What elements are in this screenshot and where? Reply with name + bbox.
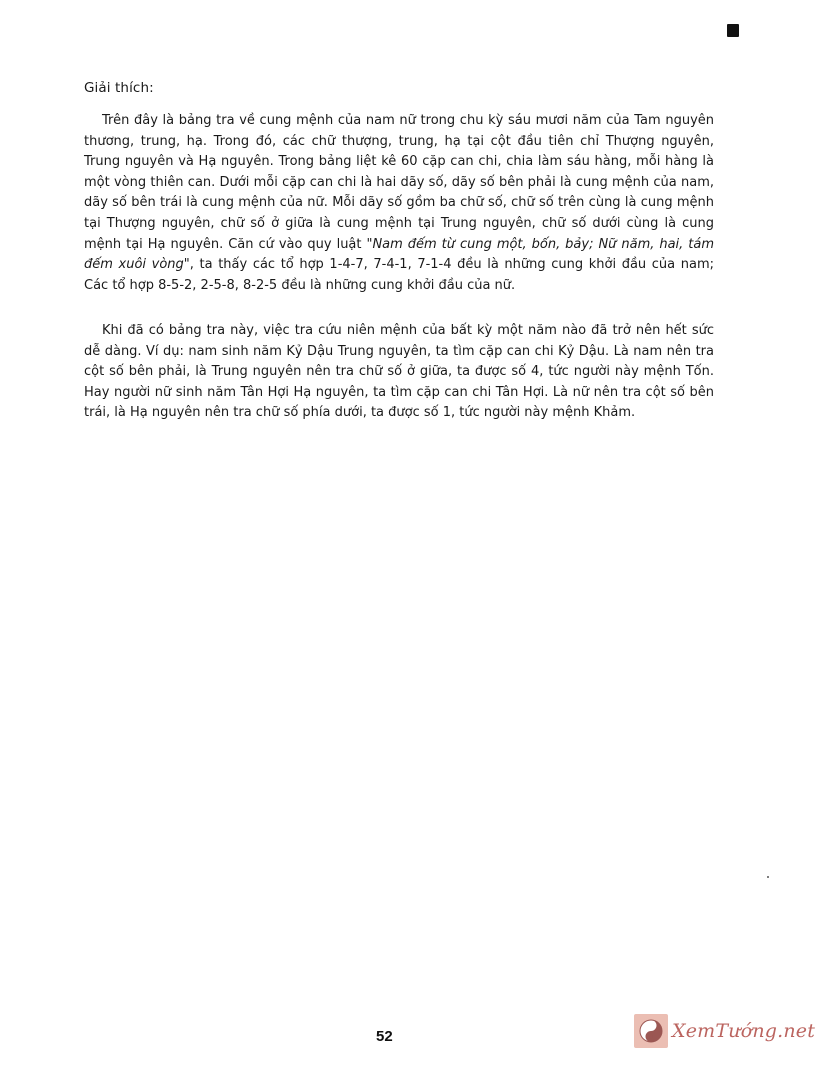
paragraph-text-start: Trên đây là bảng tra về cung mệnh của nam nữ trong chu kỳ sáu mươi năm của Tam nguyên thương, trung, hạ. Trong đó, các chữ thượng, trung, hạ tại cột đầu tiên chỉ Thượng nguyên, Trung nguyên và Hạ nguyên. Trong bảng liệt kê 60 cặp can chi, chia làm sáu hàng, mỗi hàng là một vòng thiên can. Dưới mỗi cặp can chi là hai dãy số, dãy số bên phải là cung mệnh của nam, dãy số bên trái là cung mệnh của nữ. Mỗi dãy số gồm ba chữ số, chữ số trên cùng là cung mệnh tại Thượng nguyên, chữ số ở giữa là cung mệnh tại Trung nguyên, chữ số dưới cùng là cung mệnh tại Hạ nguyên. Căn cứ vào quy luật " — [84, 113, 714, 252]
paragraph-example-text: Khi đã có bảng tra này, việc tra cứu niên mệnh của bất kỳ một năm nào đã trở nên hết sức dễ dàng. Ví dụ: nam sinh năm Kỷ Dậu Trung nguyên, ta tìm cặp can chi Kỷ Dậu. Là nam nên tra cột số bên phải, là Trung nguyên nên tra chữ số ở giữa, ta được số 4, tức người này mệnh Tốn. Hay người nữ sinh năm Tân Hợi Hạ nguyên, ta tìm cặp can chi Tân Hợi. Là nữ nên tra cột số bên trái, là Hạ nguyên nên tra chữ số phía dưới, ta được số 1, tức người này mệnh Khảm. — [84, 323, 714, 421]
corner-square-mark — [727, 24, 739, 37]
site-watermark — [634, 1013, 815, 1049]
section-heading: Giải thích: — [84, 80, 154, 96]
scan-speck — [767, 876, 769, 878]
page-number: 52 — [376, 1028, 393, 1045]
quoted-rule: Nam đếm từ cung một, bốn, bảy; Nữ năm, hai, tám đếm xuôi vòng — [84, 236, 714, 273]
yin-yang-icon — [634, 1014, 668, 1048]
watermark-text: XemTướng.net — [672, 1020, 815, 1042]
paragraph-text-end: ", ta thấy các tổ hợp 1-4-7, 7-4-1, 7-1-4 đều là những cung khởi đầu của nam; Các tổ hợp 8-5-2, 2-5-8, 8-2-5 đều là những cung khởi đầu của nữ. — [84, 257, 714, 293]
paragraph-explanation — [84, 111, 714, 296]
paragraph-example — [84, 321, 714, 424]
